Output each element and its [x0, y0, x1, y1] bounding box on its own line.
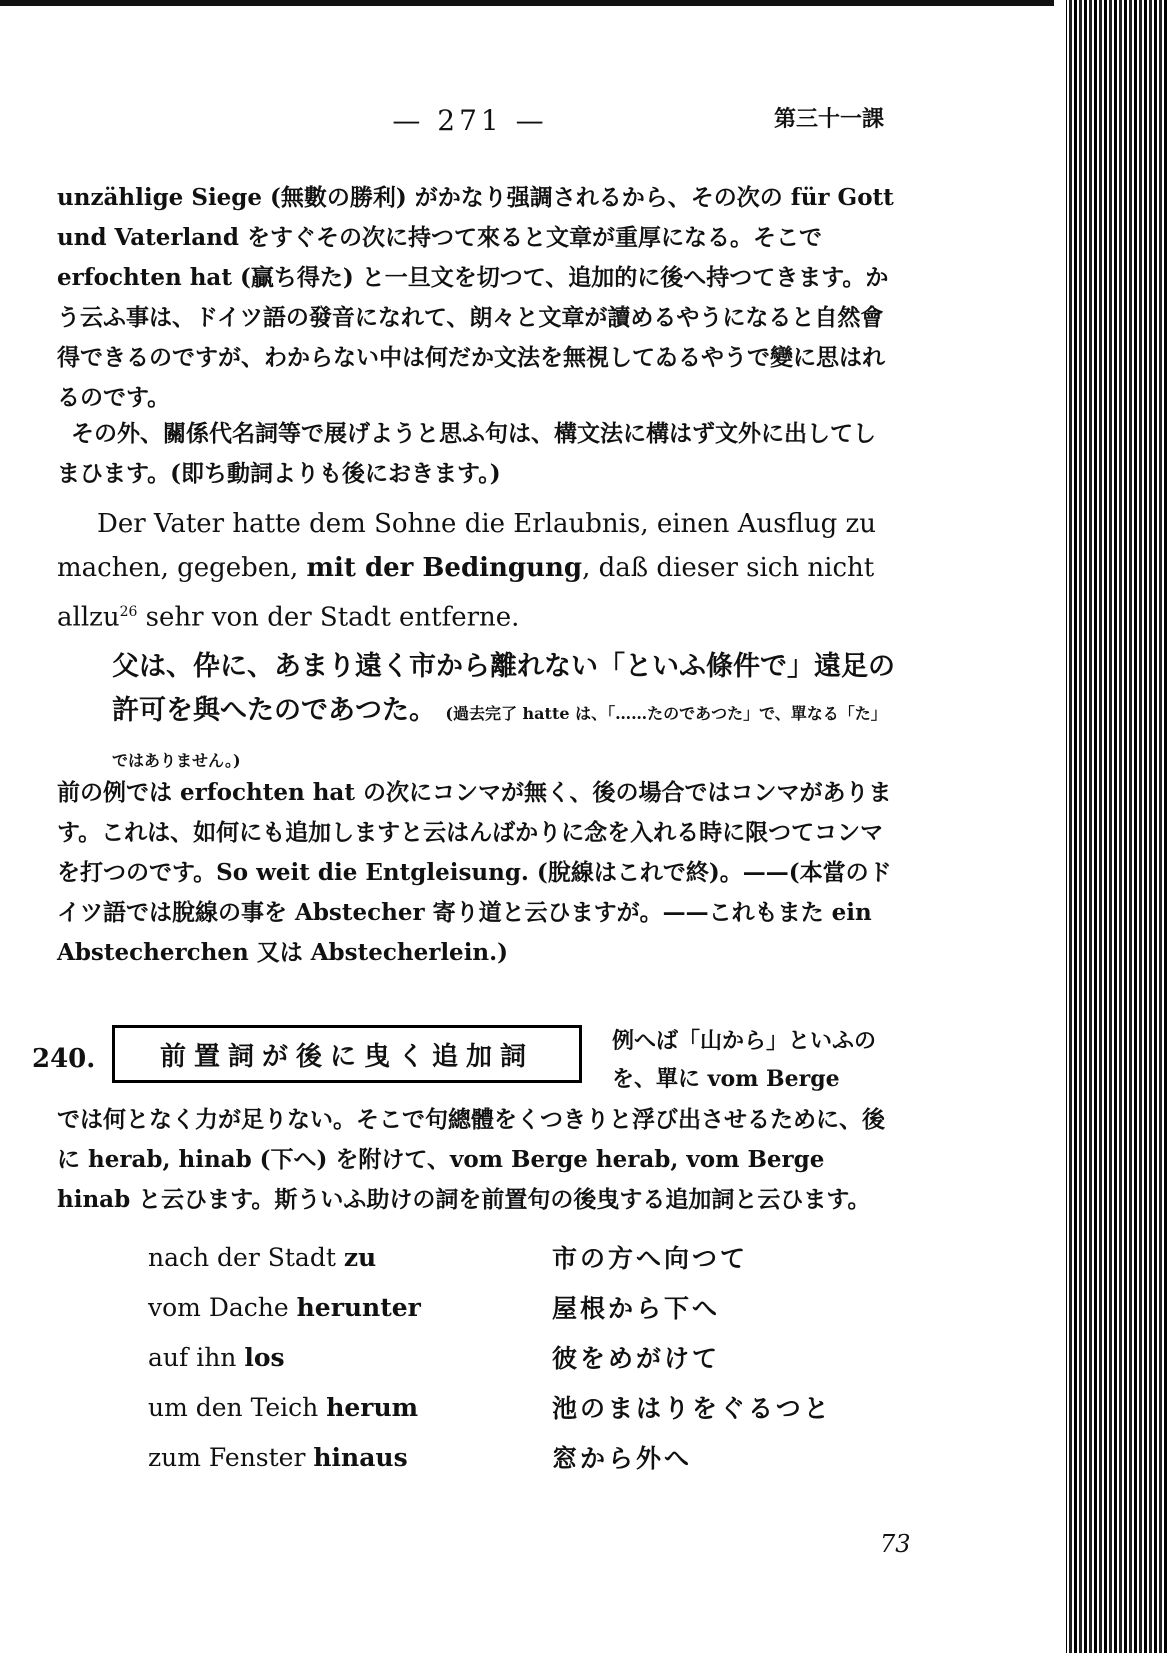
translation-note: (過去完了 hatte は、「……たのであつた」で、單なる「た」ではありません。): [112, 704, 887, 770]
section-title: 前置詞が後に曳く追加詞: [159, 1041, 534, 1072]
example-german-plain: zum Fenster: [148, 1442, 314, 1472]
example-german: [148, 1343, 552, 1372]
example-german-plain: vom Dache: [148, 1292, 297, 1322]
book-page-edges: [1054, 0, 1169, 1653]
footnote-marker: 26: [119, 604, 138, 620]
page-number-header: — 271 —: [392, 104, 548, 137]
example-row: [148, 1232, 868, 1282]
example-japanese: 窓から外へ: [552, 1444, 693, 1473]
translation-main: 父は、伜に、あまり遠く市から離れない「といふ條件で」遠足の許可を與へたのであつた。: [112, 651, 895, 726]
example-row: [148, 1332, 868, 1382]
folio-number: 73: [880, 1530, 911, 1558]
section-number: 240.: [32, 1044, 96, 1074]
example-japanese: 池のまはりをぐるつと: [552, 1394, 832, 1423]
example-german-plain: nach der Stadt: [148, 1242, 344, 1272]
example-german-plain: auf ihn: [148, 1342, 245, 1372]
section-side-text: 例へば「山から」といふのを、單に vom Berge: [612, 1028, 877, 1092]
paragraph-2: その外、關係代名詞等で展げようと思ふ句は、構文法に構はず文外に出してしまひます。(即ち動詞よりも後におきます。): [57, 420, 876, 487]
example-german: [148, 1393, 552, 1422]
example-japanese: 彼をめがけて: [552, 1344, 721, 1373]
example-row: [148, 1282, 868, 1332]
example-german: [148, 1243, 552, 1272]
lesson-header: 第三十一課: [774, 106, 885, 132]
example-german-bold: zu: [343, 1242, 377, 1272]
paragraph-1: unzählige Siege (無數の勝利) がかなり强調されるから、その次の für Gott und Vaterland をすぐその次に持つて來ると文章が重厚になる。そこで erfochten hat (贏ち得た) と一旦文を切つて、追加的に後へ持つてきます。かう云ふ事は、ドイツ語の發音になれて、朗々と文章が讀めるやうになると自然會得できるのですが、わからない中は何だか文法を無視してゐるやうで變に思はれるのです。: [57, 184, 894, 411]
german-example-part1: Der Vater hatte dem Sohne die Erlaubnis, einen Ausflug zu machen, gegeben,: [57, 509, 876, 583]
example-german-bold: hinaus: [313, 1442, 408, 1472]
example-german-bold: herum: [326, 1392, 419, 1422]
example-german: [148, 1293, 552, 1322]
german-example-part3: sehr von der Stadt entferne.: [137, 602, 520, 633]
example-german-bold: los: [244, 1342, 285, 1372]
paragraph-3: 前の例では erfochten hat の次にコンマが無く、後の場合ではコンマがあります。これは、如何にも追加しますと云はんばかりに念を入れる時に限つてコンマを打つのです。So weit die Entgleisung. (脫線はこれで終)。——(本當のドイツ語では脫線の事を Abstecher 寄り道と云ひますが。——これもまた ein Abstecherchen 又は Abstecherlein.): [57, 779, 892, 966]
example-translation: [112, 645, 902, 783]
example-german: [148, 1443, 552, 1472]
example-row: [148, 1432, 868, 1482]
example-japanese: 市の方へ向つて: [552, 1244, 749, 1273]
german-example-emphasis: mit der Bedingung: [306, 553, 583, 583]
scan-top-shadow: [0, 0, 1169, 6]
paragraph-4: では何となく力が足りない。そこで句總體をくつきりと浮び出させるために、後に herab, hinab (下へ) を附けて、vom Berge herab, vom Berge hinab と云ひます。斯ういふ助けの詞を前置句の後曳する追加詞と云ひます。: [57, 1106, 885, 1213]
example-list: [148, 1232, 868, 1482]
german-example-sentence: [57, 502, 897, 640]
example-row: [148, 1382, 868, 1432]
example-german-bold: herunter: [296, 1292, 421, 1322]
example-japanese: 屋根から下へ: [552, 1294, 721, 1323]
section-title-box: [112, 1025, 582, 1083]
german-example-part2: , daß dieser sich nicht allzu: [57, 553, 875, 633]
example-german-plain: um den Teich: [148, 1392, 327, 1422]
